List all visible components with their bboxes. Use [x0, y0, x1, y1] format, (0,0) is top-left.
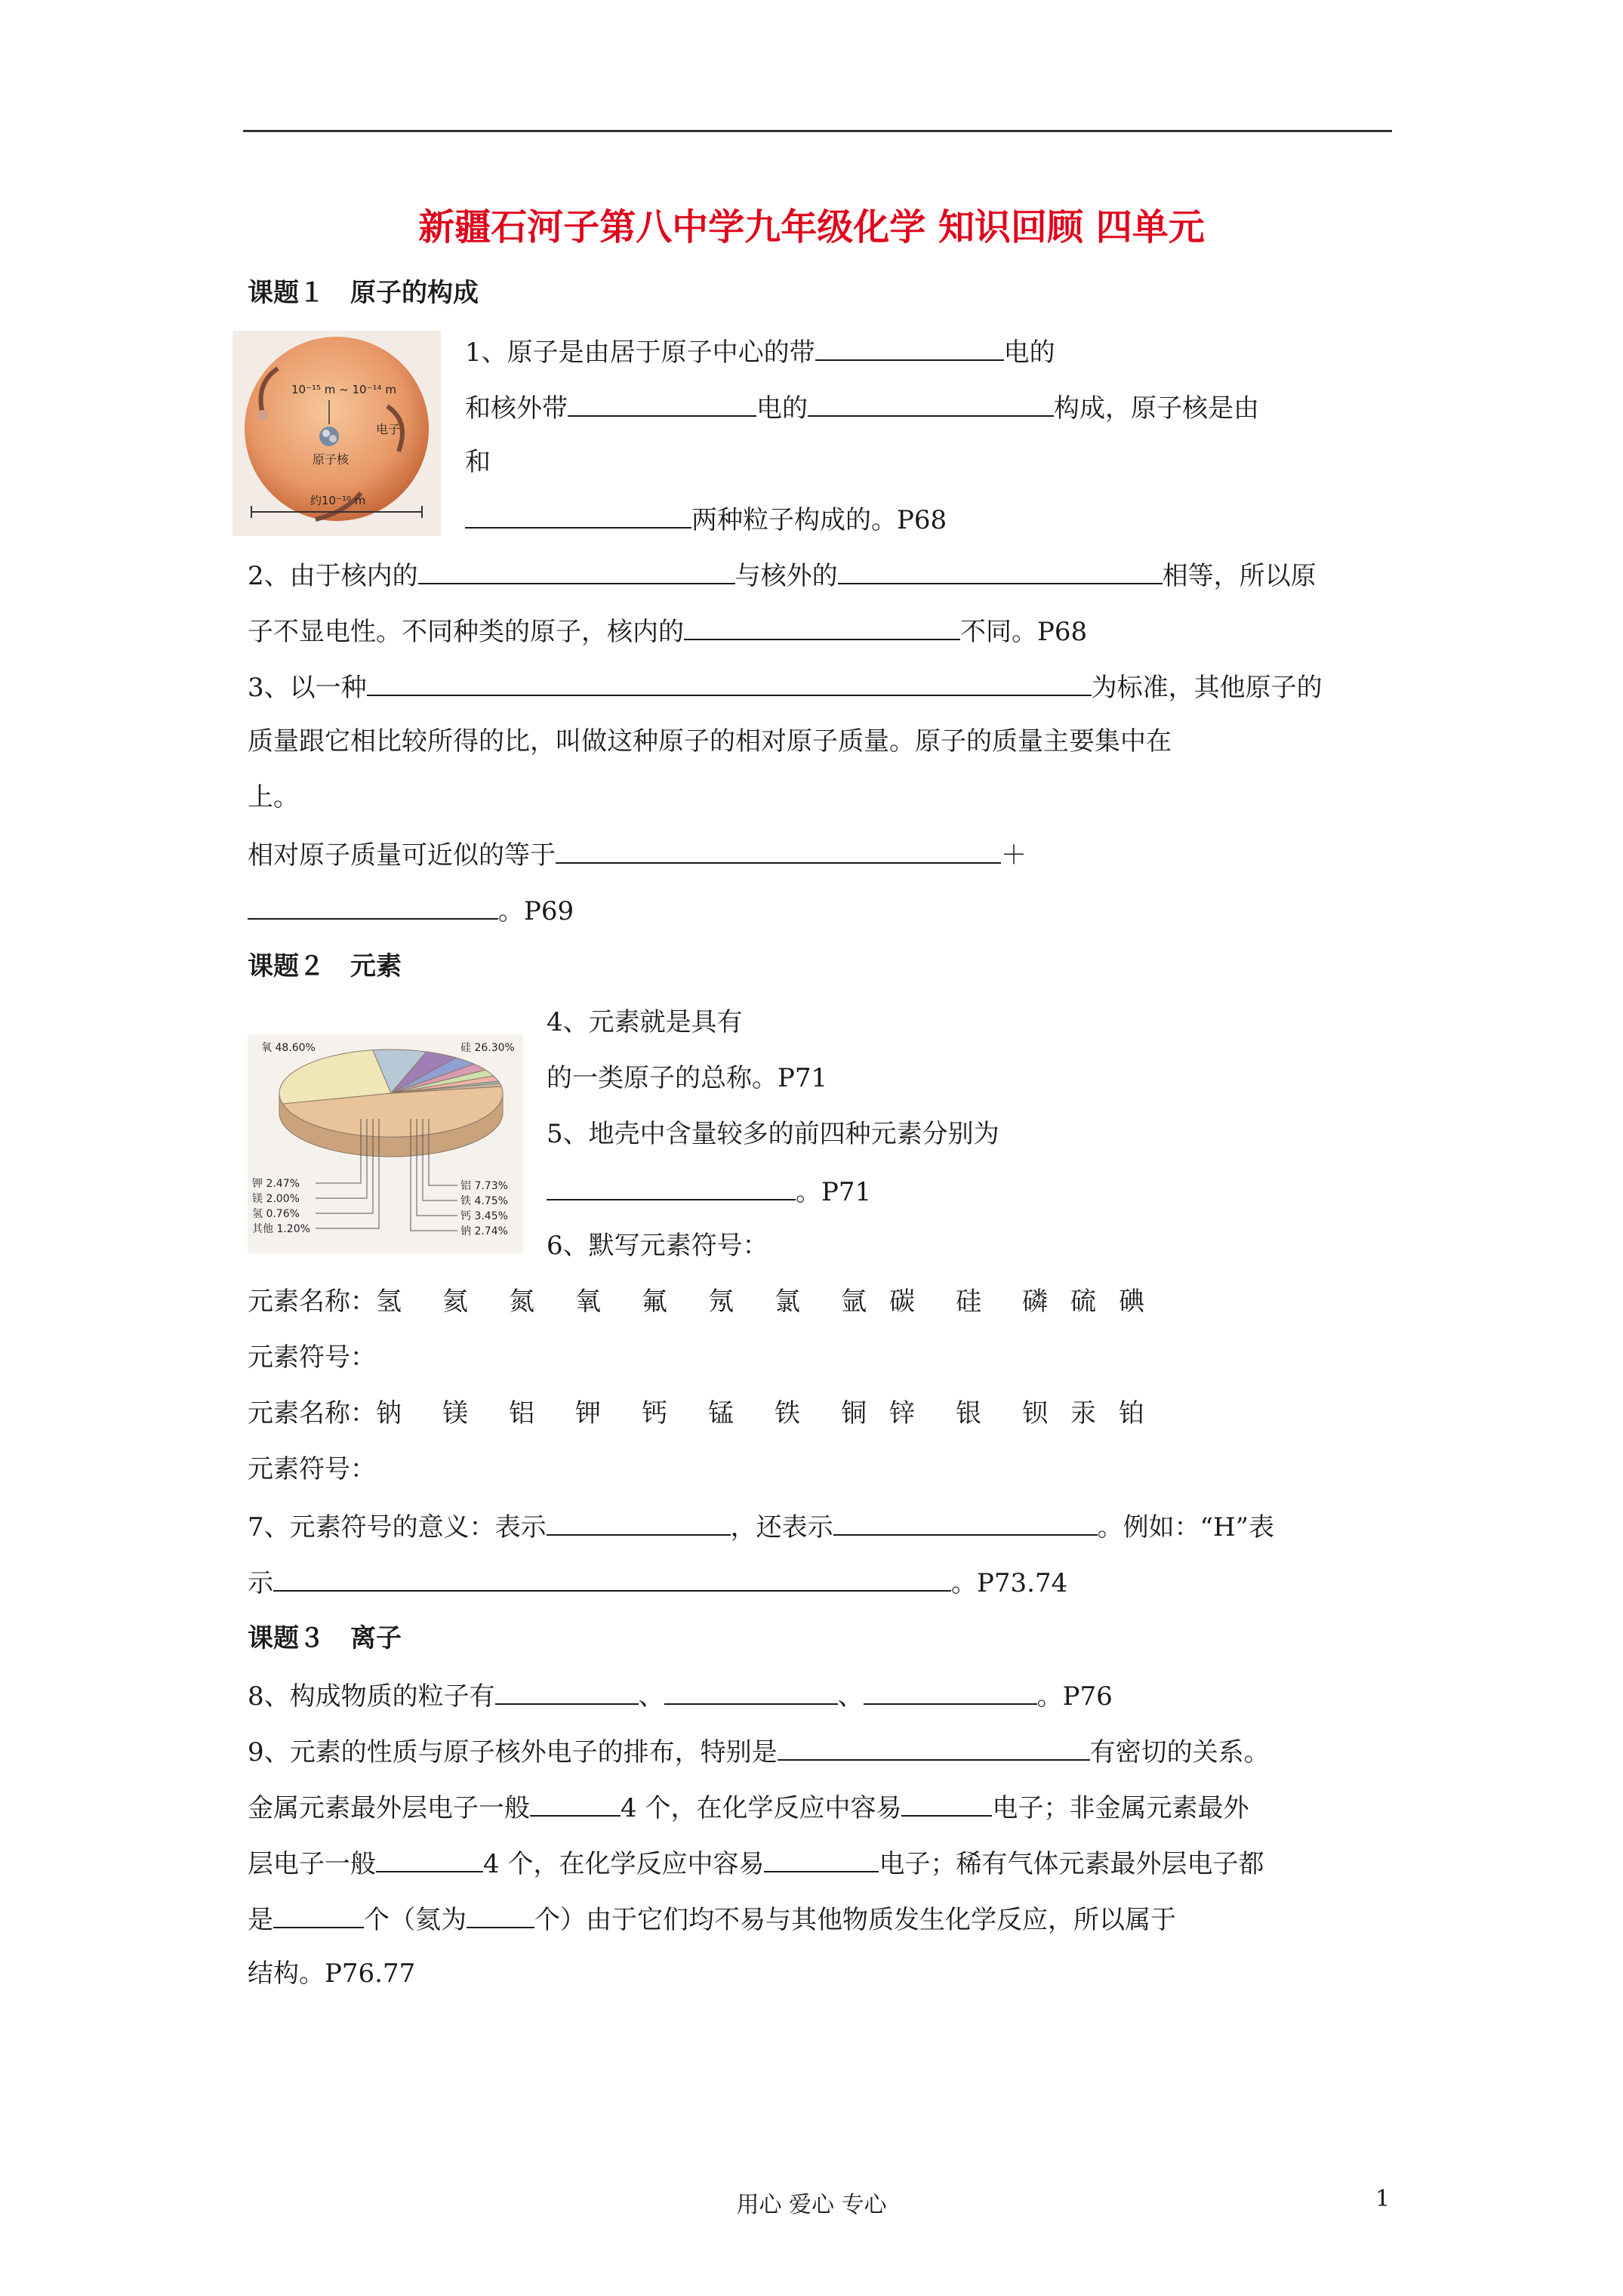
element-name: 氧: [575, 1287, 601, 1317]
atom-label-nucleus: 原子核: [313, 452, 350, 467]
pie-label-sodium: 钠 2.74%: [460, 1225, 508, 1237]
q3-line-3: 上。: [248, 782, 299, 812]
q2-blank-1[interactable]: [418, 557, 735, 584]
q9-blank-4[interactable]: [376, 1845, 483, 1872]
q1-line-3: 和: [465, 447, 491, 477]
pie-label-aluminium: 铝 7.73%: [460, 1180, 508, 1192]
q6-names-row-2: 元素名称：钠 镁 铝 钾 钙 锰 铁 铜 锌 银 钡 汞 铂: [248, 1398, 1144, 1428]
q9-blank-6[interactable]: [273, 1901, 364, 1928]
page-number: 1: [1375, 2186, 1390, 2212]
element-name: 铂: [1119, 1398, 1144, 1428]
q6-names-row-1: 元素名称：氢 氦 氮 氧 氟 氖 氯 氩 碳 硅 磷 硫 碘: [248, 1287, 1144, 1317]
q1-blank-2[interactable]: [568, 390, 756, 417]
q9-blank-2[interactable]: [530, 1789, 621, 1817]
q3-line-5: 。P69: [248, 892, 574, 928]
q9-blank-3[interactable]: [901, 1789, 992, 1817]
q7-blank-1[interactable]: [547, 1509, 731, 1536]
q4-line-2: 的一类原子的总称。P71: [547, 1063, 828, 1093]
q9-line-2: 金属元素最外层电子一般 4 个，在化学反应中容易 电子；非金属元素最外: [248, 1789, 1249, 1825]
q1-line-1: 1、原子是由居于原子中心的带 电的: [465, 334, 1055, 369]
element-name: 硅: [956, 1287, 981, 1317]
element-name: 氢: [376, 1287, 402, 1317]
crust-pie-figure: [248, 1034, 523, 1256]
q7-line-1: 7、元素符号的意义：表示 ，还表示 。例如：“H”表: [248, 1509, 1274, 1544]
q9-blank-5[interactable]: [764, 1845, 879, 1872]
element-name: 钡: [1022, 1398, 1048, 1428]
section-heading-2: 课题２ 元素: [248, 951, 402, 982]
element-name: 镁: [442, 1398, 468, 1428]
element-name: 氦: [442, 1287, 468, 1317]
element-name: 铜: [841, 1398, 867, 1428]
element-name: 氮: [509, 1287, 534, 1317]
element-name: 铝: [509, 1398, 534, 1428]
element-name: 钙: [642, 1398, 667, 1428]
q3-blank-1[interactable]: [367, 669, 1092, 696]
pie-label-silicon: 硅 26.30%: [460, 1042, 515, 1054]
atom-figure: [233, 331, 441, 539]
q8-line-1: 8、构成物质的粒子有 、 、 。P76: [248, 1678, 1113, 1713]
q5-line-2: 。P71: [547, 1173, 871, 1209]
atom-label-size: 约10⁻¹⁰ m: [310, 494, 366, 507]
q9-line-4: 是 个（氦为 个）由于它们均不易与其他物质发生化学反应，所以属于: [248, 1901, 1176, 1937]
element-name: 锰: [708, 1398, 734, 1428]
section-heading-3: 课题３ 离子: [248, 1623, 402, 1653]
q3-line-4: 相对原子质量可近似的等于 ＋: [248, 837, 1027, 872]
q7-blank-3[interactable]: [273, 1564, 951, 1592]
element-name: 钾: [575, 1398, 601, 1428]
q9-line-5: 结构。P76.77: [248, 1959, 416, 1989]
q7-blank-2[interactable]: [833, 1509, 1098, 1536]
q6-line-1: 6、默写元素符号：: [547, 1231, 768, 1261]
element-name: 氯: [775, 1287, 800, 1317]
pie-label-iron: 铁 4.75%: [460, 1195, 508, 1207]
element-name: 碘: [1119, 1287, 1144, 1317]
q4-line-1: 4、元素就是具有: [547, 1007, 743, 1037]
pie-label-oxygen: 氧 48.60%: [261, 1042, 316, 1054]
pie-label-magnesium: 镁 2.00%: [252, 1193, 300, 1205]
q3-blank-3[interactable]: [248, 892, 498, 920]
pie-label-hydrogen: 氢 0.76%: [252, 1208, 300, 1220]
element-name: 氖: [708, 1287, 734, 1317]
q1-blank-4[interactable]: [465, 501, 691, 529]
section-heading-1: 课题１ 原子的构成: [248, 278, 479, 308]
element-name: 锌: [889, 1398, 915, 1428]
q6-symbols-row-1: 元素符号：: [248, 1342, 376, 1373]
element-name: 银: [956, 1398, 981, 1428]
pie-label-other: 其他 1.20%: [252, 1223, 310, 1235]
q2-blank-2[interactable]: [838, 557, 1163, 584]
q1-line-4: 两种粒子构成的。P68: [465, 501, 947, 537]
element-name: 碳: [889, 1287, 915, 1317]
element-name: 氩: [841, 1287, 867, 1317]
q3-line-1: 3、以一种 为标准，其他原子的: [248, 669, 1323, 704]
element-name: 汞: [1070, 1398, 1096, 1428]
q2-line-1: 2、由于核内的 与核外的 相等，所以原: [248, 557, 1317, 593]
q8-blank-3[interactable]: [864, 1678, 1037, 1705]
q3-blank-2[interactable]: [556, 837, 1001, 864]
element-name: 硫: [1070, 1287, 1096, 1317]
q9-blank-7[interactable]: [467, 1901, 534, 1928]
top-rule: [243, 130, 1392, 132]
q5-blank-1[interactable]: [547, 1173, 796, 1200]
q9-line-1: 9、元素的性质与原子核外电子的排布，特别是 有密切的关系。: [248, 1734, 1270, 1769]
element-name: 磷: [1022, 1287, 1048, 1317]
atom-label-electron: 电子: [376, 422, 401, 436]
q8-blank-1[interactable]: [495, 1678, 639, 1705]
q3-line-2: 质量跟它相比较所得的比，叫做这种原子的相对原子质量。原子的质量主要集中在: [248, 726, 1172, 757]
element-name: 氟: [642, 1287, 667, 1317]
q2-blank-3[interactable]: [684, 613, 960, 640]
q5-line-1: 5、地壳中含量较多的前四种元素分别为: [547, 1119, 999, 1149]
pie-label-potassium: 钾 2.47%: [252, 1178, 300, 1190]
pie-label-calcium: 钙 3.45%: [460, 1210, 508, 1222]
q1-line-2: 和核外带 电的 构成，原子核是由: [465, 390, 1259, 425]
q8-blank-2[interactable]: [664, 1678, 838, 1705]
footer-text: 用心 爱心 专心: [736, 2192, 887, 2218]
element-name: 铁: [775, 1398, 800, 1428]
q2-line-2: 子不显电性。不同种类的原子，核内的 不同。P68: [248, 613, 1087, 649]
q1-blank-1[interactable]: [815, 334, 1004, 361]
element-name: 钠: [376, 1398, 402, 1428]
atom-label-scale: 10⁻¹⁵ m ~ 10⁻¹⁴ m: [291, 383, 396, 396]
page-title: 新疆石河子第八中学九年级化学 知识回顾 四单元: [418, 206, 1205, 248]
q1-blank-3[interactable]: [808, 390, 1054, 417]
q9-line-3: 层电子一般 4 个，在化学反应中容易 电子；稀有气体元素最外层电子都: [248, 1845, 1264, 1881]
q6-symbols-row-2: 元素符号：: [248, 1454, 376, 1484]
q7-line-2: 示 。P73.74: [248, 1564, 1067, 1600]
q9-blank-1[interactable]: [778, 1734, 1090, 1761]
